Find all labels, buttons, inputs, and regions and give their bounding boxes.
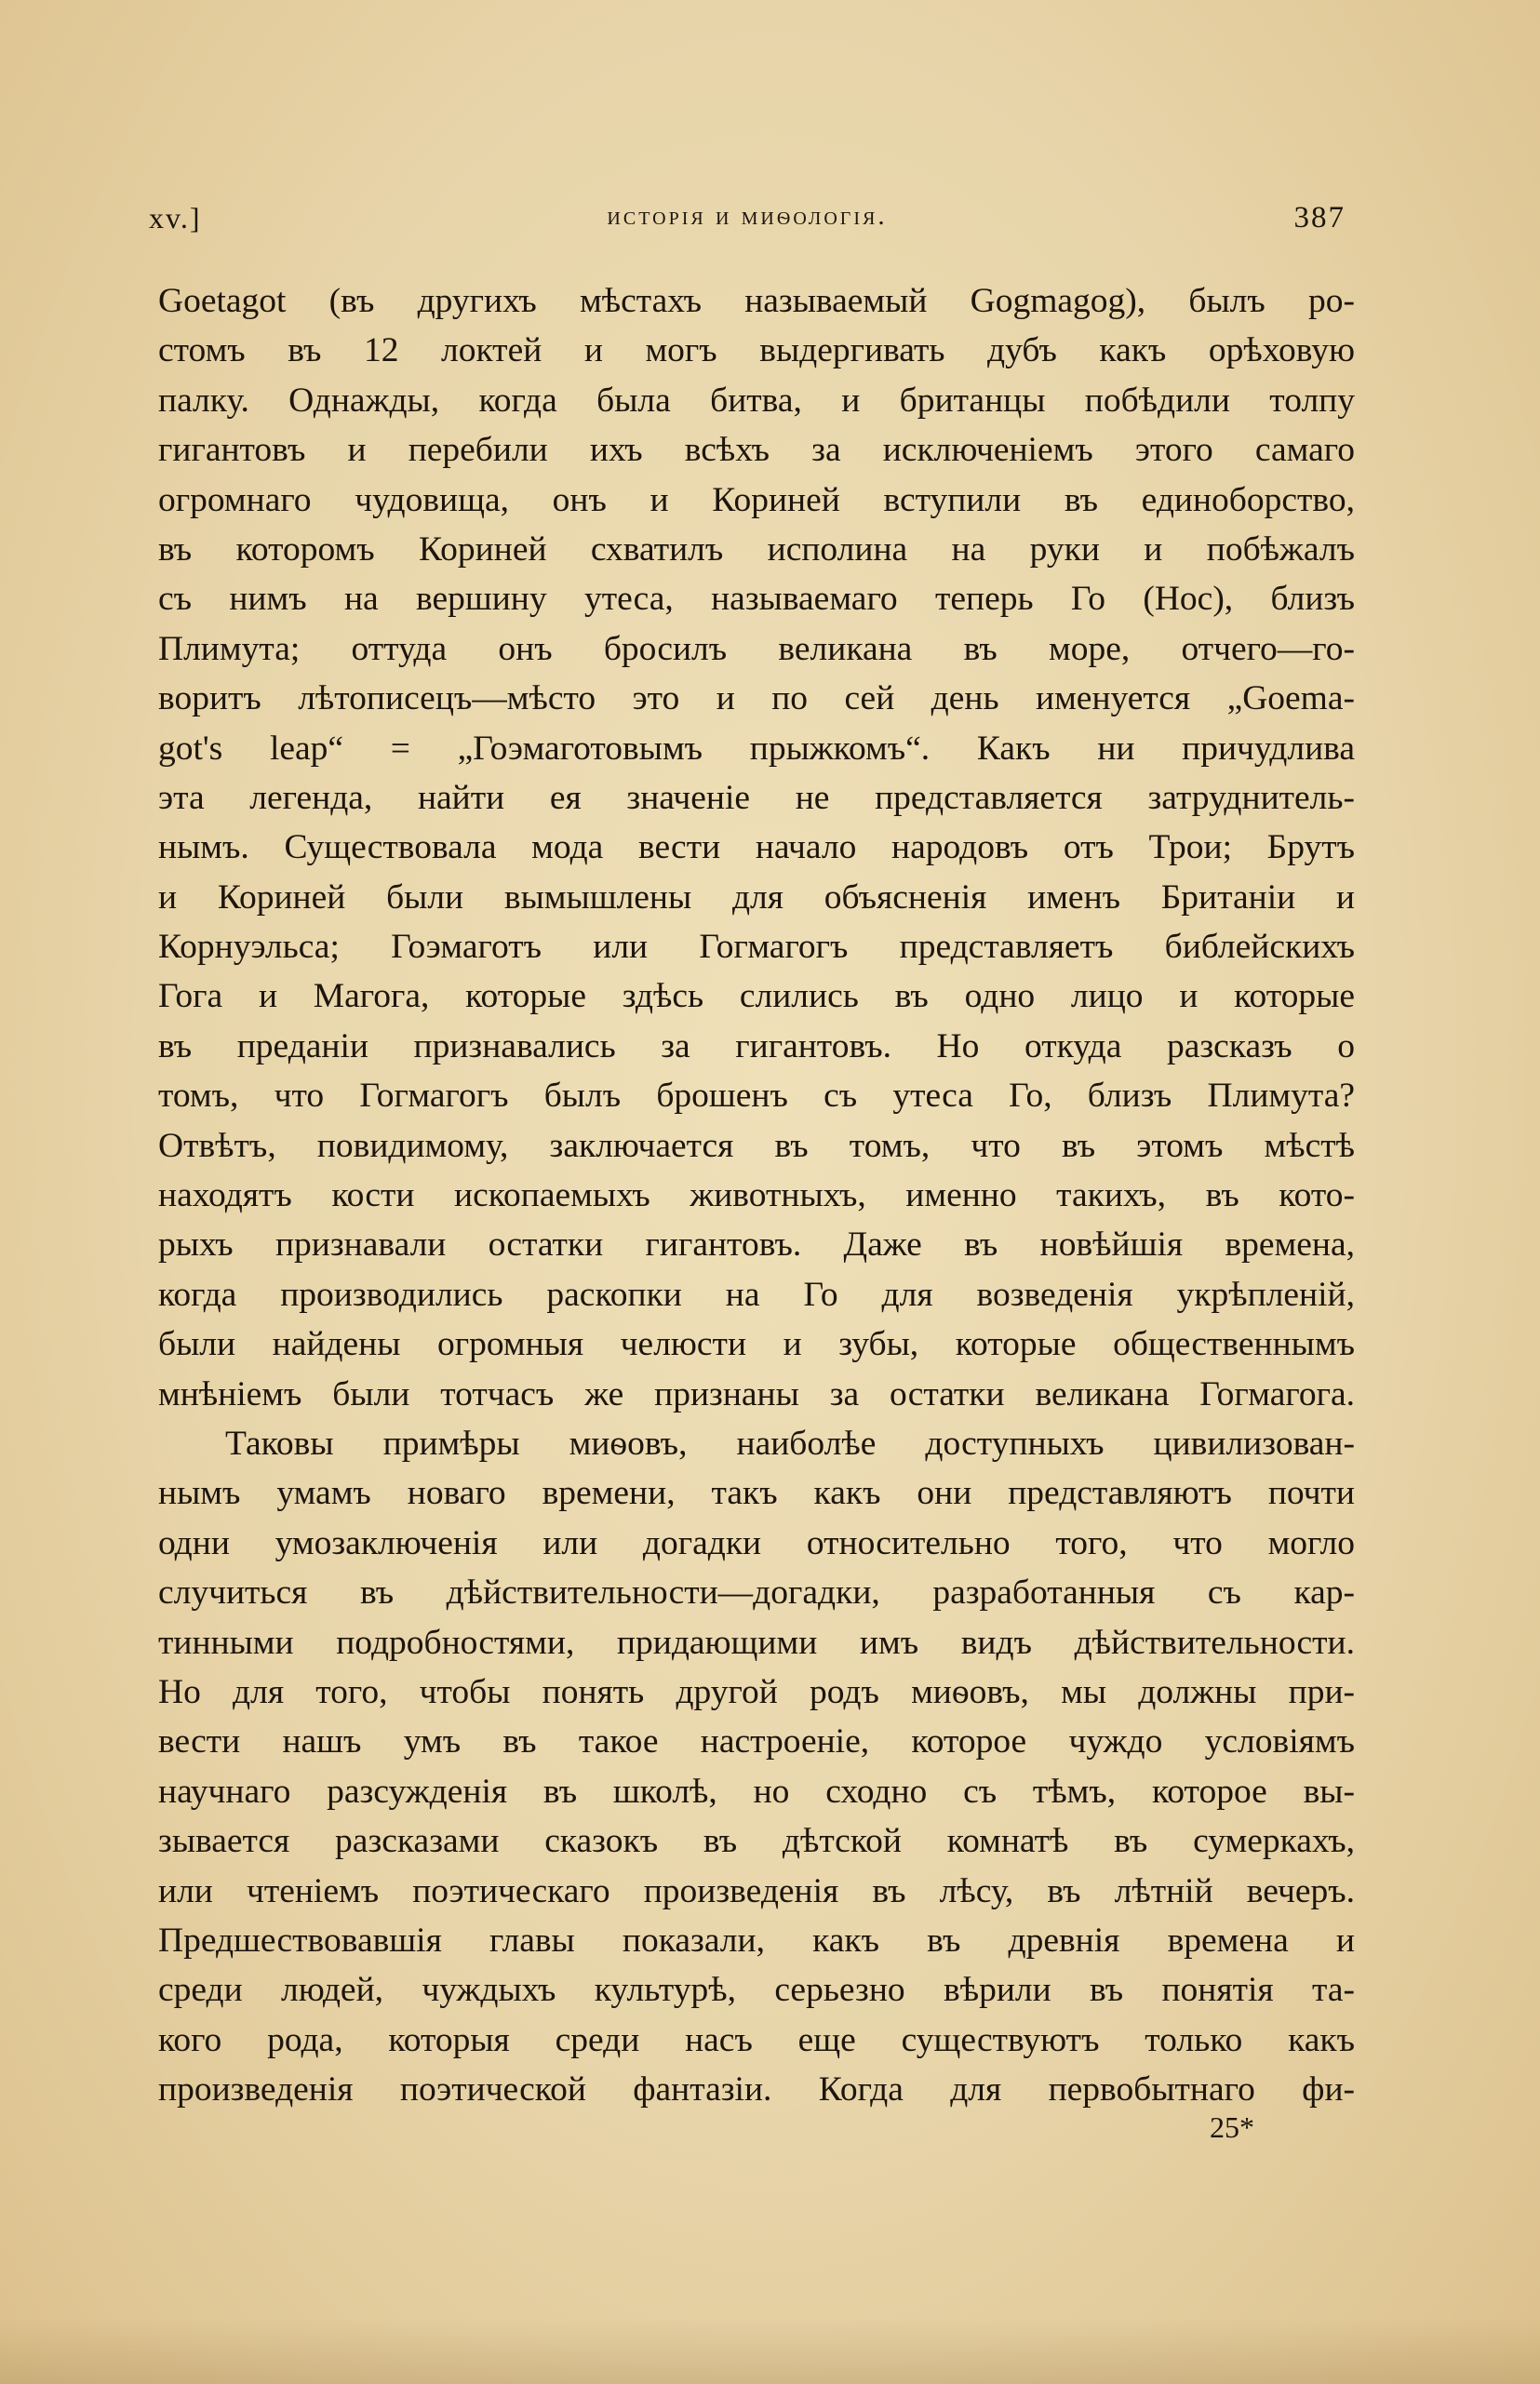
- text-line: вести нашъ умъ въ такое настроеніе, которое чуждо условіямъ: [158, 1722, 1355, 1761]
- text-line: или чтеніемъ поэтическаго произведенія въ лѣсу, въ лѣтній вечеръ.: [158, 1871, 1355, 1910]
- text-line: эта легенда, найти ея значеніе не представляется затруднитель-: [158, 778, 1355, 817]
- running-title: исторія и миѳологія.: [607, 201, 888, 231]
- text-line: Отвѣтъ, повидимому, заключается въ томъ, что въ этомъ мѣстѣ: [158, 1126, 1355, 1165]
- running-head: [149, 201, 1346, 246]
- text-line: мнѣніемъ были тотчасъ же признаны за остатки великана Гогмагога.: [158, 1374, 1355, 1413]
- text-line: гигантовъ и перебили ихъ всѣхъ за исключеніемъ этого самаго: [158, 431, 1355, 470]
- text-line: огромнаго чудовища, онъ и Кориней вступили въ единоборство,: [158, 480, 1355, 519]
- text-line: нымъ умамъ новаго времени, такъ какъ они представляютъ почти: [158, 1474, 1355, 1513]
- text-line: случиться въ дѣйствительности—догадки, разработанныя съ кар-: [158, 1574, 1355, 1613]
- text-line: Goetagot (въ другихъ мѣстахъ называемый Gogmagog), былъ ро-: [158, 282, 1355, 320]
- text-line: Корнуэльса; Гоэмаготъ или Гогмагогъ представляетъ библейскихъ: [158, 928, 1355, 967]
- body-text: [158, 276, 1355, 2114]
- text-line: съ нимъ на вершину утеса, называемаго теперь Го (Hoc), близъ: [158, 580, 1355, 619]
- text-line: находятъ кости ископаемыхъ животныхъ, именно такихъ, въ кото-: [158, 1176, 1355, 1215]
- text-line: научнаго разсужденія въ школѣ, но сходно съ тѣмъ, которое вы-: [158, 1772, 1355, 1811]
- text-line: въ преданіи признавались за гигантовъ. Но откуда разсказъ о: [158, 1026, 1355, 1065]
- text-line: были найдены огромныя челюсти и зубы, которые общественнымъ: [158, 1325, 1355, 1364]
- text-line: got's leap“ = „Гоэмаготовымъ прыжкомъ“. Какъ ни причудлива: [158, 729, 1355, 768]
- text-line: произведенія поэтической фантазіи. Когда для первобытнаго фи-: [158, 2070, 1355, 2109]
- paragraph-start-line: Таковы примѣры миѳовъ, наиболѣе доступныхъ цивилизован-: [225, 1424, 1355, 1463]
- text-line: Гога и Магога, которые здѣсь слились въ одно лицо и которые: [158, 977, 1355, 1016]
- text-line: палку. Однажды, когда была битва, и британцы побѣдили толпу: [158, 381, 1355, 420]
- text-line: стомъ въ 12 локтей и могъ выдергивать дубъ какъ орѣховую: [158, 331, 1355, 370]
- text-line: среди людей, чуждыхъ культурѣ, серьезно вѣрили въ понятія та-: [158, 1971, 1355, 2010]
- text-line: когда производились раскопки на Го для возведенія укрѣпленій,: [158, 1275, 1355, 1314]
- text-line: и Кориней были вымышлены для объясненія именъ Британіи и: [158, 877, 1355, 917]
- text-line: томъ, что Гогмагогъ былъ брошенъ съ утеса Го, близъ Плимута?: [158, 1077, 1355, 1116]
- text-line: въ которомъ Кориней схватилъ исполина на руки и побѣжалъ: [158, 529, 1355, 569]
- text-line: рыхъ признавали остатки гигантовъ. Даже въ новѣйшія времена,: [158, 1225, 1355, 1265]
- text-line: одни умозаключенія или догадки относительно того, что могло: [158, 1523, 1355, 1562]
- text-line: Плимута; оттуда онъ бросилъ великана въ море, отчего—го-: [158, 629, 1355, 668]
- chapter-number: xv.]: [149, 201, 202, 234]
- signature-mark: 25*: [1210, 2110, 1254, 2144]
- page-number: 387: [1293, 201, 1346, 234]
- text-line: кого рода, которыя среди насъ еще существуютъ только какъ: [158, 2020, 1355, 2059]
- text-line: нымъ. Существовала мода вести начало народовъ отъ Трои; Брутъ: [158, 828, 1355, 867]
- text-line: Но для того, чтобы понять другой родъ миѳовъ, мы должны при-: [158, 1672, 1355, 1711]
- text-line: зывается разсказами сказокъ въ дѣтской комнатѣ въ сумеркахъ,: [158, 1822, 1355, 1861]
- text-line: Предшествовавшія главы показали, какъ въ древнія времена и: [158, 1921, 1355, 1960]
- text-line: воритъ лѣтописецъ—мѣсто это и по сей день именуется „Goema-: [158, 679, 1355, 718]
- text-line: тинными подробностями, придающими имъ видъ дѣйствительности.: [158, 1623, 1355, 1662]
